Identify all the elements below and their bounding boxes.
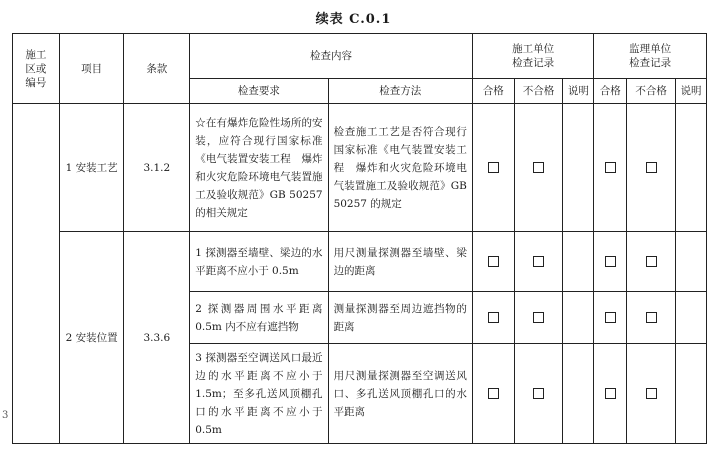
- requirement-cell: 2 探测器周围水平距离 0.5m 内不应有遮挡物: [190, 292, 328, 344]
- checkbox-icon[interactable]: [488, 388, 499, 399]
- construction-note-cell[interactable]: [563, 232, 594, 292]
- requirement-cell: ☆在有爆炸危险性场所的安装，应符合现行国家标准《电气装置安装工程 爆炸和火灾危险环境电气装置施工及验收规范》GB 50257 的相关规定: [190, 104, 328, 232]
- construction-fail-cell[interactable]: [514, 344, 563, 444]
- method-cell: 测量探测器至周边遮挡物的距离: [328, 292, 472, 344]
- construction-fail-cell[interactable]: [514, 292, 563, 344]
- construction-fail-cell[interactable]: [514, 104, 563, 232]
- construction-note-cell[interactable]: [563, 292, 594, 344]
- construction-pass-cell[interactable]: [472, 232, 514, 292]
- checkbox-icon[interactable]: [646, 162, 657, 173]
- table-row: [13, 232, 707, 292]
- header-construction-note: 说明: [563, 79, 594, 104]
- construction-note-cell[interactable]: [563, 344, 594, 444]
- supervision-fail-cell[interactable]: [627, 292, 676, 344]
- header-construction: 施工单位 检查记录: [472, 34, 594, 79]
- construction-pass-cell[interactable]: [472, 292, 514, 344]
- checkbox-icon[interactable]: [646, 388, 657, 399]
- item-cell: 1 安装工艺: [59, 104, 124, 232]
- method-cell: 用尺测量探测器至空调送风口、多孔送风顶棚孔口的水平距离: [328, 344, 472, 444]
- checkbox-icon[interactable]: [605, 162, 616, 173]
- supervision-pass-cell[interactable]: [594, 232, 627, 292]
- checkbox-icon[interactable]: [488, 162, 499, 173]
- header-supervision-note: 说明: [676, 79, 707, 104]
- construction-pass-cell[interactable]: [472, 104, 514, 232]
- header-clause: 条款: [124, 34, 190, 104]
- header-construction-fail: 不合格: [514, 79, 563, 104]
- clause-cell: 3.3.6: [124, 232, 190, 444]
- zone-cell: [13, 104, 60, 444]
- inspection-table: [12, 33, 707, 444]
- checkbox-icon[interactable]: [605, 312, 616, 323]
- header-supervision-pass: 合格: [594, 79, 627, 104]
- supervision-fail-cell[interactable]: [627, 232, 676, 292]
- header-requirement: 检查要求: [190, 79, 328, 104]
- checkbox-icon[interactable]: [533, 312, 544, 323]
- header-content: 检查内容: [190, 34, 473, 79]
- supervision-note-cell[interactable]: [676, 292, 707, 344]
- method-cell: 用尺测量探测器至墙壁、梁边的距离: [328, 232, 472, 292]
- table-row: [13, 104, 707, 232]
- supervision-fail-cell[interactable]: [627, 104, 676, 232]
- supervision-note-cell[interactable]: [676, 232, 707, 292]
- checkbox-icon[interactable]: [646, 312, 657, 323]
- side-mark: 3: [2, 410, 9, 421]
- supervision-pass-cell[interactable]: [594, 104, 627, 232]
- supervision-note-cell[interactable]: [676, 344, 707, 444]
- requirement-cell: 1 探测器至墙壁、梁边的水平距离不应小于 0.5m: [190, 232, 328, 292]
- header-construction-pass: 合格: [472, 79, 514, 104]
- checkbox-icon[interactable]: [488, 312, 499, 323]
- checkbox-icon[interactable]: [533, 256, 544, 267]
- supervision-note-cell[interactable]: [676, 104, 707, 232]
- checkbox-icon[interactable]: [605, 388, 616, 399]
- construction-note-cell[interactable]: [563, 104, 594, 232]
- clause-cell: 3.1.2: [124, 104, 190, 232]
- method-cell: 检查施工工艺是否符合现行国家标准《电气装置安装工程 爆炸和火灾危险环境电气装置施工及验收规范》GB 50257 的规定: [328, 104, 472, 232]
- checkbox-icon[interactable]: [488, 256, 499, 267]
- construction-fail-cell[interactable]: [514, 232, 563, 292]
- item-cell: 2 安装位置: [59, 232, 124, 444]
- checkbox-icon[interactable]: [605, 256, 616, 267]
- header-zone: 施工 区或 编号: [13, 34, 60, 104]
- supervision-fail-cell[interactable]: [627, 344, 676, 444]
- requirement-cell: 3 探测器至空调送风口最近边的水平距离不应小于 1.5m；至多孔送风顶棚孔口的水平距离不应小于 0.5m: [190, 344, 328, 444]
- checkbox-icon[interactable]: [533, 162, 544, 173]
- header-method: 检查方法: [328, 79, 472, 104]
- header-item: 项目: [59, 34, 124, 104]
- page-title: 续表 C.0.1: [315, 12, 392, 27]
- header-row-1: [13, 34, 707, 79]
- checkbox-icon[interactable]: [533, 388, 544, 399]
- supervision-pass-cell[interactable]: [594, 344, 627, 444]
- construction-pass-cell[interactable]: [472, 344, 514, 444]
- header-supervision: 监理单位 检查记录: [594, 34, 707, 79]
- supervision-pass-cell[interactable]: [594, 292, 627, 344]
- checkbox-icon[interactable]: [646, 256, 657, 267]
- header-supervision-fail: 不合格: [627, 79, 676, 104]
